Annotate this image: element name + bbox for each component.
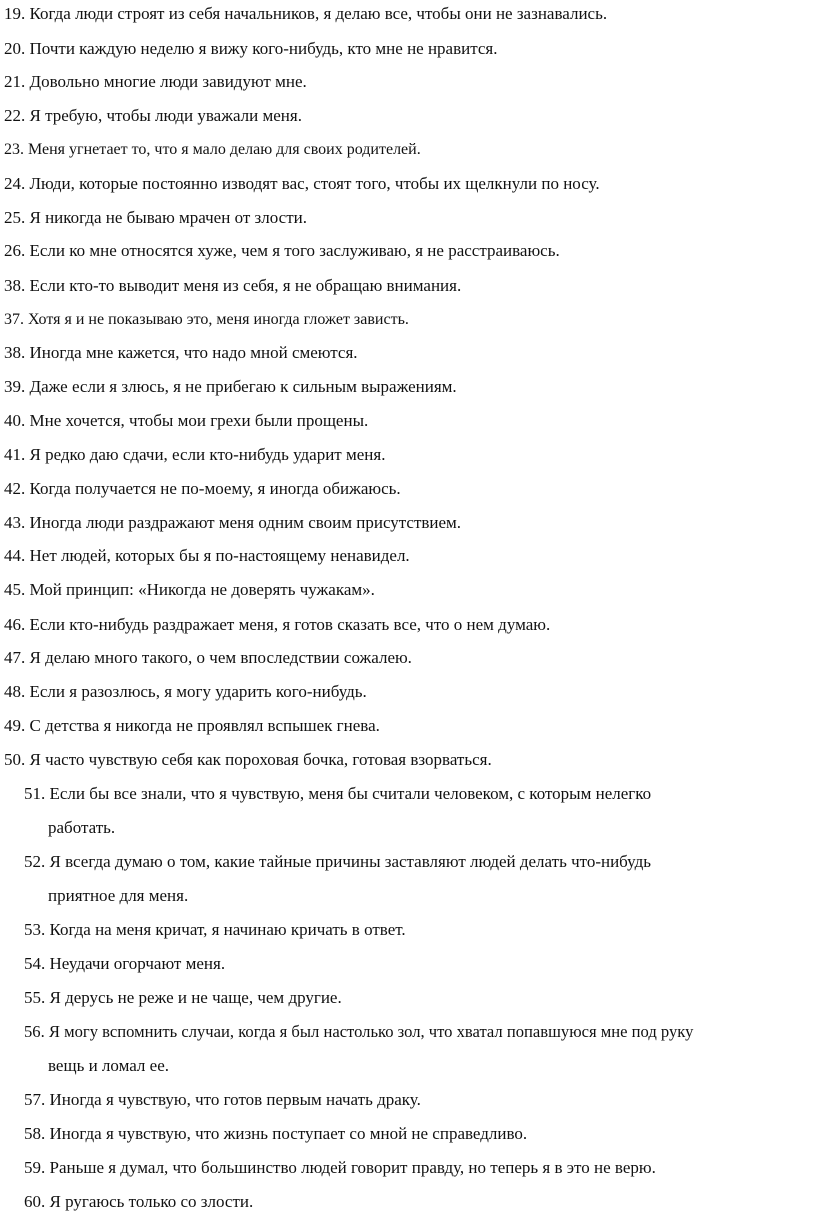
item-text: Мой принцип: «Никогда не доверять чужакам». bbox=[29, 580, 375, 599]
item-text: Я всегда думаю о том, какие тайные причины заставляют людей делать что-нибудь bbox=[49, 852, 652, 871]
list-item bbox=[4, 208, 307, 228]
list-item bbox=[4, 513, 461, 533]
item-text: Иногда я чувствую, что жизнь поступает со мной не справедливо. bbox=[49, 1124, 528, 1143]
item-number: 21. bbox=[4, 72, 26, 91]
item-number: 55. bbox=[24, 988, 46, 1007]
item-number: 26. bbox=[4, 241, 26, 260]
list-item bbox=[24, 920, 406, 940]
item-number: 47. bbox=[4, 648, 26, 667]
list-item bbox=[24, 1090, 421, 1110]
item-number: 50. bbox=[4, 750, 26, 769]
item-text: Хотя я и не показываю это, меня иногда гложет зависть. bbox=[28, 311, 409, 328]
item-text: Если ко мне относятся хуже, чем я того заслуживаю, я не расстраиваюсь. bbox=[29, 241, 560, 260]
item-text: Я никогда не бываю мрачен от злости. bbox=[29, 208, 307, 227]
list-item bbox=[4, 174, 600, 194]
list-item bbox=[4, 479, 401, 499]
item-text: Раньше я думал, что большинство людей говорит правду, но теперь я в это не верю. bbox=[49, 1158, 656, 1177]
item-text: Иногда люди раздражают меня одним своим присутствием. bbox=[29, 513, 462, 532]
item-number: 54. bbox=[24, 954, 46, 973]
item-number: 23. bbox=[4, 141, 24, 158]
item-number: 46. bbox=[4, 615, 26, 634]
item-number: 59. bbox=[24, 1158, 46, 1177]
item-text: Я часто чувствую себя как пороховая бочка, готовая взорваться. bbox=[29, 750, 492, 769]
item-number: 49. bbox=[4, 716, 26, 735]
item-text: Когда на меня кричат, я начинаю кричать в ответ. bbox=[49, 920, 406, 939]
item-number: 53. bbox=[24, 920, 46, 939]
item-text: Я могу вспомнить случаи, когда я был настолько зол, что хватал попавшуюся мне под руку bbox=[48, 1022, 694, 1041]
list-item bbox=[4, 716, 380, 736]
item-number: 19. bbox=[4, 4, 26, 23]
list-item bbox=[4, 580, 375, 600]
item-text: Я редко даю сдачи, если кто-нибудь ударит меня. bbox=[29, 445, 386, 464]
list-item bbox=[4, 343, 358, 363]
list-item bbox=[4, 276, 461, 296]
item-number: 45. bbox=[4, 580, 26, 599]
list-item bbox=[4, 106, 302, 126]
list-item-continuation: вещь и ломал ее. bbox=[48, 1056, 169, 1075]
item-text: Я дерусь не реже и не чаще, чем другие. bbox=[49, 988, 342, 1007]
item-number: 38. bbox=[4, 276, 26, 295]
item-number: 25. bbox=[4, 208, 26, 227]
list-item bbox=[24, 1158, 656, 1178]
list-item-continuation: работать. bbox=[48, 818, 116, 837]
item-number: 42. bbox=[4, 479, 26, 498]
item-text: Мне хочется, чтобы мои грехи были прощены. bbox=[29, 411, 369, 430]
list-item bbox=[4, 72, 307, 92]
item-text: Если кто-нибудь раздражает меня, я готов сказать все, что о нем думаю. bbox=[29, 615, 551, 634]
list-item bbox=[4, 411, 368, 431]
item-text: Нет людей, которых бы я по-настоящему ненавидел. bbox=[29, 546, 410, 565]
item-text: Я делаю много такого, о чем впоследствии сожалею. bbox=[29, 648, 412, 667]
item-number: 38. bbox=[4, 343, 26, 362]
item-number: 52. bbox=[24, 852, 46, 871]
item-text: Я требую, чтобы люди уважали меня. bbox=[29, 106, 302, 125]
item-text: Когда люди строят из себя начальников, я делаю все, чтобы они не зазнавались. bbox=[29, 4, 608, 23]
item-number: 48. bbox=[4, 682, 26, 701]
list-item bbox=[4, 140, 421, 160]
item-number: 20. bbox=[4, 39, 26, 58]
item-text: Если я разозлюсь, я могу ударить кого-нибудь. bbox=[29, 682, 367, 701]
list-item bbox=[4, 310, 409, 330]
item-number: 58. bbox=[24, 1124, 46, 1143]
item-number: 60. bbox=[24, 1192, 46, 1211]
item-text: Даже если я злюсь, я не прибегаю к сильным выражениям. bbox=[29, 377, 457, 396]
list-item bbox=[4, 682, 367, 702]
item-text: Довольно многие люди завидуют мне. bbox=[29, 72, 307, 91]
item-number: 40. bbox=[4, 411, 26, 430]
list-item bbox=[24, 1022, 693, 1042]
item-number: 39. bbox=[4, 377, 26, 396]
list-item bbox=[24, 988, 342, 1008]
item-number: 22. bbox=[4, 106, 26, 125]
item-text: Если кто-то выводит меня из себя, я не обращаю внимания. bbox=[29, 276, 462, 295]
list-item bbox=[24, 1124, 527, 1144]
item-number: 44. bbox=[4, 546, 26, 565]
item-text: Меня угнетает то, что я мало делаю для своих родителей. bbox=[28, 141, 421, 158]
list-item bbox=[4, 39, 497, 59]
item-text: Я ругаюсь только со злости. bbox=[49, 1192, 254, 1211]
item-number: 37. bbox=[4, 311, 24, 328]
list-item bbox=[4, 377, 457, 397]
item-number: 24. bbox=[4, 174, 26, 193]
item-text: С детства я никогда не проявлял вспышек гнева. bbox=[29, 716, 380, 735]
list-item bbox=[24, 852, 651, 872]
item-number: 41. bbox=[4, 445, 26, 464]
item-text: Почти каждую неделю я вижу кого-нибудь, кто мне не нравится. bbox=[29, 39, 498, 58]
item-text: Если бы все знали, что я чувствую, меня бы считали человеком, с которым нелегко bbox=[49, 784, 652, 803]
list-item-continuation: приятное для меня. bbox=[48, 886, 189, 905]
item-text: Неудачи огорчают меня. bbox=[49, 954, 226, 973]
item-number: 43. bbox=[4, 513, 26, 532]
list-item bbox=[24, 954, 225, 974]
list-item bbox=[4, 4, 607, 24]
list-item bbox=[4, 648, 412, 668]
list-item bbox=[4, 546, 410, 566]
item-text: Иногда мне кажется, что надо мной смеются. bbox=[29, 343, 358, 362]
list-item bbox=[24, 784, 651, 804]
item-text: Когда получается не по-моему, я иногда обижаюсь. bbox=[29, 479, 401, 498]
item-number: 57. bbox=[24, 1090, 46, 1109]
item-text: Люди, которые постоянно изводят вас, стоят того, чтобы их щелкнули по носу. bbox=[29, 174, 600, 193]
list-item bbox=[4, 445, 385, 465]
list-item bbox=[4, 615, 550, 635]
item-number: 51. bbox=[24, 784, 46, 803]
item-text: Иногда я чувствую, что готов первым начать драку. bbox=[49, 1090, 421, 1109]
list-item bbox=[24, 1192, 253, 1212]
item-number: 56. bbox=[24, 1022, 45, 1041]
list-item bbox=[4, 750, 492, 770]
list-item bbox=[4, 241, 560, 261]
